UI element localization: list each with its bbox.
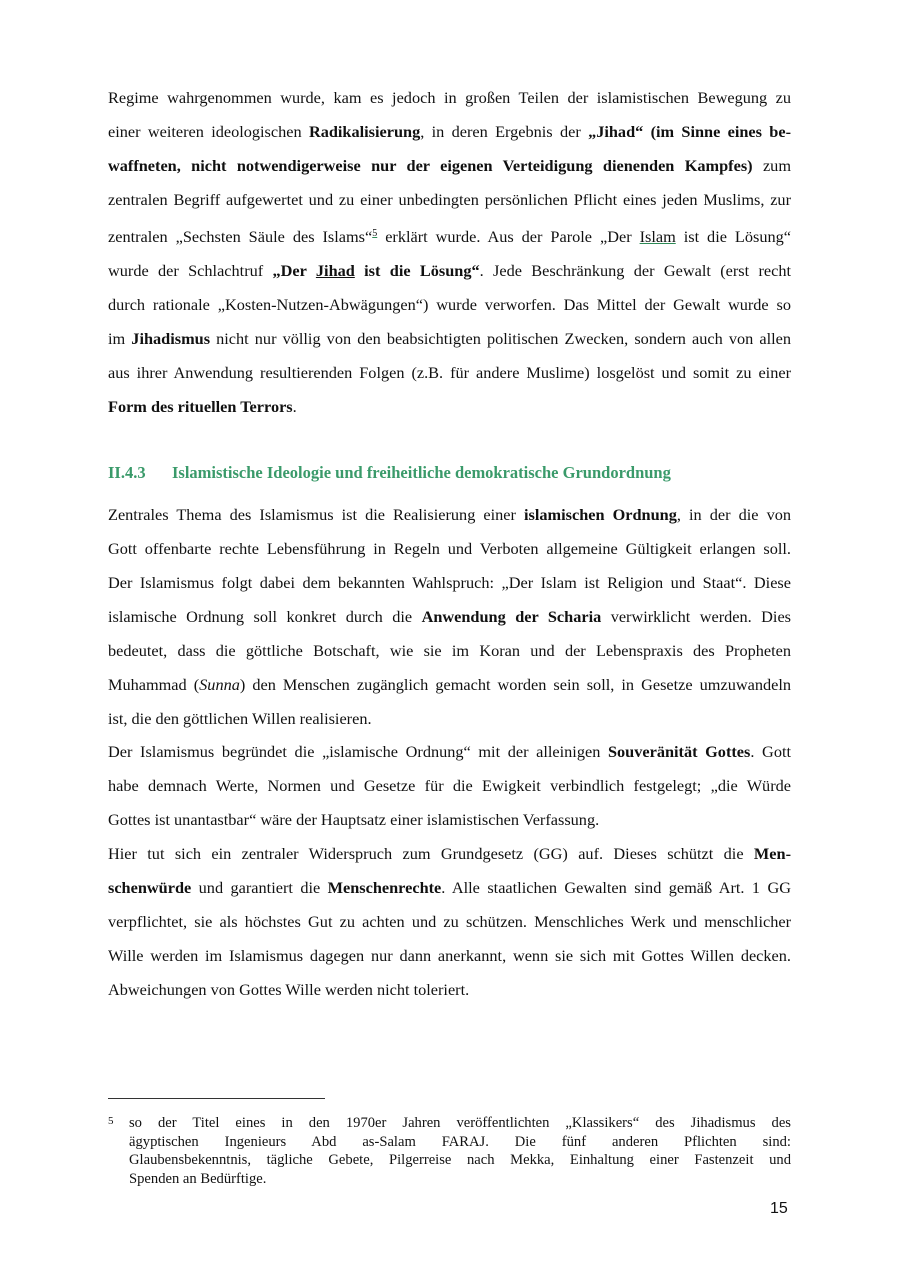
section-number: II.4.3 (108, 463, 146, 482)
text-line: waffneten, nicht notwendigerweise nur der eigenen Verteidigung dienenden Kampfes) zum (108, 156, 791, 175)
footnote-line: so der Titel eines in den 1970er Jahren veröffentlichten „Klassikers“ des Jihadismus des (129, 1115, 791, 1131)
section-title: Islamistische Ideologie und freiheitliche demokratische Grundordnung (172, 463, 671, 482)
text-line: verpflichtet, sie als höchstes Gut zu achten und zu schützen. Menschliches Werk und menschlicher (108, 912, 791, 931)
paragraph-basic-law (108, 837, 791, 1007)
text-line: im Jihadismus nicht nur völlig von den beabsichtigten politischen Zwecken, sondern auch von allen (108, 329, 791, 348)
term-jihad: Jihad (315, 261, 355, 280)
text-line: einer weiteren ideologischen Radikalisierung, in deren Ergebnis der „Jihad“ (im Sinne eines be- (108, 122, 791, 141)
text-line: Wille werden im Islamismus dagegen nur dann anerkannt, wenn sie sich mit Gottes Willen decken. (108, 946, 791, 965)
text-line: Abweichungen von Gottes Wille werden nicht toleriert. (108, 980, 470, 999)
text-line: Hier tut sich ein zentraler Widerspruch zum Grundgesetz (GG) auf. Dieses schützt die Men- (108, 844, 791, 863)
text-line: Zentrales Thema des Islamismus ist die Realisierung einer islamischen Ordnung, in der die von (108, 505, 791, 524)
paragraph-sovereignty (108, 735, 791, 837)
text-line: habe demnach Werte, Normen und Gesetze für die Ewigkeit verbindlich festgelegt; „die Würde (108, 776, 791, 795)
text-line: zentralen „Sechsten Säule des Islams“$^5$ erklärt wurde. Aus der Parole „Der Islam ist die Lösung“ (108, 227, 791, 246)
footnote-line: Spenden an Bedürftige. (129, 1170, 267, 1187)
text-line: Der Islamismus begründet die „islamische Ordnung“ mit der alleinigen Souveränität Gottes. Gott (108, 742, 792, 761)
text-line: Gott offenbarte rechte Lebensführung in Regeln und Verboten allgemeine Gültigkeit erlangen soll. (108, 539, 791, 558)
text-line: schenwürde und garantiert die Menschenrechte. Alle staatlichen Gewalten sind gemäß Art. 1 GG (108, 878, 791, 897)
text-line: Form des rituellen Terrors. (108, 397, 297, 416)
text-line: durch rationale „Kosten-Nutzen-Abwägungen“) wurde verworfen. Das Mittel der Gewalt wurde so (108, 295, 791, 314)
footnote-reference[interactable]: 5 (372, 228, 378, 239)
text-line: Der Islamismus folgt dabei dem bekannten Wahlspruch: „Der Islam ist Religion und Staat“. Diese (108, 573, 791, 592)
text-line: zentralen Begriff aufgewertet und zu einer unbedingten persönlichen Pflicht eines jeden Muslims, zur (108, 190, 791, 209)
text-line: ist, die den göttlichen Willen realisieren. (108, 709, 372, 728)
term-islam: Islam (639, 227, 676, 246)
footnote-line: Glaubensbekenntnis, tägliche Gebete, Pilgerreise nach Mekka, Einhaltung einer Fastenzeit und (129, 1152, 791, 1168)
footnote-text (129, 1114, 791, 1188)
text-line: bedeutet, dass die göttliche Botschaft, wie sie im Koran und der Lebenspraxis des Propheten (108, 641, 791, 660)
text-line: Gottes ist unantastbar“ wäre der Hauptsatz einer islamistischen Verfassung. (108, 810, 600, 829)
footnote-number: 5 (108, 1115, 114, 1127)
text-line: wurde der Schlachtruf „Der Jihad ist die Lösung“. Jede Beschränkung der Gewalt (erst recht (108, 261, 791, 280)
text-line: Muhammad (Sunna) den Menschen zugänglich gemacht worden sein soll, in Gesetze umzuwandeln (108, 675, 791, 694)
page-number: 15 (770, 1200, 788, 1217)
text-line: aus ihrer Anwendung resultierenden Folgen (z.B. für andere Muslime) losgelöst und somit zu einer (108, 363, 791, 382)
paragraph-islamic-order (108, 498, 791, 736)
text-line: islamische Ordnung soll konkret durch die Anwendung der Scharia verwirklicht werden. Dies (108, 607, 792, 626)
section-heading (108, 460, 791, 486)
footnote-separator (108, 1098, 325, 1099)
paragraph-radicalization (108, 81, 791, 424)
footnote-line: ägyptischen Ingenieurs Abd as-Salam FARAJ. Die fünf anderen Pflichten sind: (129, 1133, 791, 1150)
text-line: Regime wahrgenommen wurde, kam es jedoch in großen Teilen der islamistischen Bewegung zu (108, 88, 791, 107)
